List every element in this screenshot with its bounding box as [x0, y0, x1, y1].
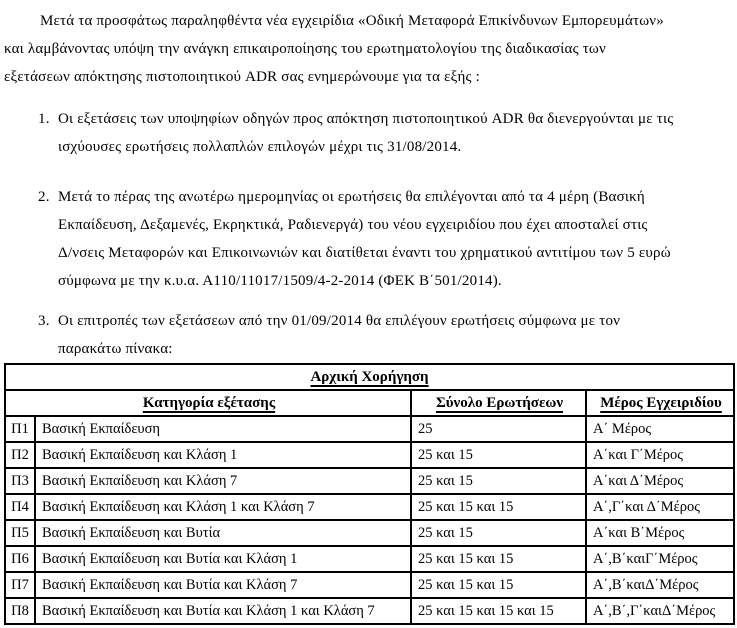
cell-category: Βασική Εκπαίδευση και Βυτία και Κλάση 1	[35, 546, 411, 572]
cell-manual-part: Α΄,Γ΄και Δ΄Μέρος	[586, 494, 734, 520]
list-item-2-number: 2.	[38, 189, 50, 205]
cell-manual-part: Α΄και Γ΄Μέρος	[586, 442, 734, 468]
list-item-line: Οι επιτροπές των εξετάσεων από την 01/09/2014 θα επιλέγουν ερωτήσεις σύμφωνα με τον	[58, 313, 621, 329]
cell-questions: 25 και 15 και 15	[411, 494, 586, 520]
table-row	[5, 546, 734, 572]
col-header-questions-text: Σύνολο Ερωτήσεων	[435, 394, 564, 411]
table-row	[5, 598, 734, 624]
cell-questions: 25 και 15	[411, 442, 586, 468]
cell-category: Βασική Εκπαίδευση και Κλάση 1	[35, 442, 411, 468]
table-title-row	[5, 364, 734, 390]
list-item-line: Εκπαίδευση, Δεξαμενές, Εκρηκτικά, Ραδιενεργά) του νέου εγχειριδίου που έχει αποσταλεί στις	[58, 217, 648, 233]
col-header-manual-part-text: Μέρος Εγχειριδίου	[600, 394, 722, 411]
list-item-3-text	[58, 307, 620, 363]
list-item-1-text	[58, 105, 673, 161]
cell-questions: 25 και 15	[411, 520, 586, 546]
list-item-1-number: 1.	[38, 111, 50, 127]
cell-questions: 25	[411, 416, 586, 442]
cell-manual-part: Α΄και Β΄Μέρος	[586, 520, 734, 546]
cell-code: Π2	[5, 442, 35, 468]
cell-code: Π5	[5, 520, 35, 546]
cell-manual-part: Α΄,Β΄,Γ΄καιΔ΄Μέρος	[586, 598, 734, 624]
list-item-2-text	[58, 183, 671, 295]
col-header-manual-part	[586, 390, 734, 416]
intro-line-3: εξετάσεων απόκτησης πιστοποιητικού ADR σας ενημερώνουμε για τα εξής :	[4, 69, 480, 85]
list-item-1	[38, 105, 713, 161]
cell-manual-part: Α΄,Β΄καιΓ΄Μέρος	[586, 546, 734, 572]
col-header-questions	[411, 390, 586, 416]
cell-manual-part: Α΄ Μέρος	[586, 416, 734, 442]
col-header-category	[5, 390, 411, 416]
cell-code: Π8	[5, 598, 35, 624]
table-row	[5, 494, 734, 520]
table-row	[5, 520, 734, 546]
table-row	[5, 572, 734, 598]
list-item-line: Δ/νσεις Μεταφορών και Επικοινωνιών και διατίθεται έναντι του χρηματικού αντιτίμου των 5 ευρώ	[58, 245, 671, 261]
cell-code: Π1	[5, 416, 35, 442]
table-title	[5, 364, 734, 390]
list-item-line: ισχύουσες ερωτήσεις πολλαπλών επιλογών μέχρι τις 31/08/2014.	[58, 139, 462, 155]
cell-manual-part: Α΄,Β΄καιΔ΄Μέρος	[586, 572, 734, 598]
list-item-line: Μετά το πέρας της ανωτέρω ημερομηνίας οι ερωτήσεις θα επιλέγονται από τα 4 μέρη (Βασική	[58, 189, 645, 205]
table-row	[5, 416, 734, 442]
cell-code: Π6	[5, 546, 35, 572]
cell-category: Βασική Εκπαίδευση και Βυτία	[35, 520, 411, 546]
list-item-3	[38, 307, 713, 363]
table-title-text: Αρχική Χορήγηση	[310, 368, 429, 385]
cell-code: Π7	[5, 572, 35, 598]
list-item-line: Οι εξετάσεις των υποψηφίων οδηγών προς απόκτηση πιστοποιητικού ADR θα διενεργούνται με τις	[58, 111, 674, 127]
intro-line-2: και λαμβάνοντας υπόψη την ανάγκη επικαιροποίησης του ερωτηματολογίου της διαδικασίας των	[4, 41, 606, 57]
exam-table	[4, 363, 735, 625]
col-header-category-text: Κατηγορία εξέτασης	[142, 394, 276, 411]
cell-code: Π3	[5, 468, 35, 494]
numbered-list	[38, 105, 713, 363]
table-header-row	[5, 390, 734, 416]
cell-questions: 25 και 15 και 15 και 15	[411, 598, 586, 624]
cell-category: Βασική Εκπαίδευση	[35, 416, 411, 442]
cell-manual-part: Α΄και Δ΄Μέρος	[586, 468, 734, 494]
cell-questions: 25 και 15 και 15	[411, 546, 586, 572]
intro-paragraph	[0, 0, 737, 91]
cell-category: Βασική Εκπαίδευση και Κλάση 7	[35, 468, 411, 494]
list-item-line: σύμφωνα με την κ.υ.α. Α110/11017/1509/4-2-2014 (ΦΕΚ Β΄501/2014).	[58, 273, 502, 289]
intro-line-1: Μετά τα προσφάτως παραληφθέντα νέα εγχειρίδια «Οδική Μεταφορά Επικίνδυνων Εμπορευμάτων»	[40, 13, 664, 29]
table-row	[5, 442, 734, 468]
cell-category: Βασική Εκπαίδευση και Βυτία και Κλάση 1 και Κλάση 7	[35, 598, 411, 624]
list-item-3-number: 3.	[38, 313, 50, 329]
cell-category: Βασική Εκπαίδευση και Βυτία και Κλάση 7	[35, 572, 411, 598]
table-row	[5, 468, 734, 494]
cell-code: Π4	[5, 494, 35, 520]
list-item-line: παρακάτω πίνακα:	[58, 341, 173, 357]
list-item-2	[38, 183, 713, 295]
cell-category: Βασική Εκπαίδευση και Κλάση 1 και Κλάση 7	[35, 494, 411, 520]
cell-questions: 25 και 15 και 15	[411, 572, 586, 598]
cell-questions: 25 και 15	[411, 468, 586, 494]
